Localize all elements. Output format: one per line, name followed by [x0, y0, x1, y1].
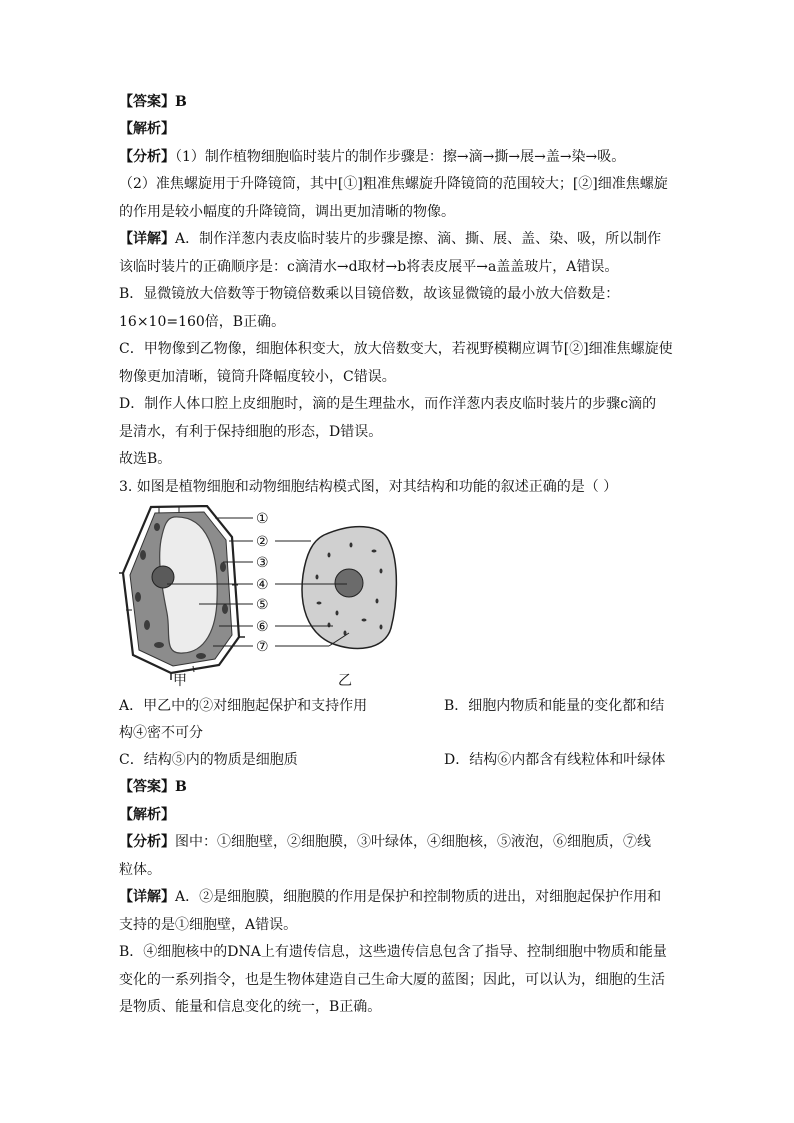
- chloroplast-icon: [154, 642, 164, 648]
- label-7: ⑦: [256, 639, 269, 655]
- chloroplast-icon: [220, 562, 226, 572]
- mitochondrion-icon: [380, 625, 383, 630]
- q2-option-d-text1: D．制作人体口腔上皮细胞时，滴的是生理盐水，而作洋葱内表皮临时装片的步骤c滴的: [119, 396, 657, 412]
- mitochondrion-icon: [376, 599, 379, 604]
- plant-nucleus: [152, 566, 174, 588]
- q3-option-a-text1: A．②是细胞膜，细胞膜的作用是保护和控制物质的进出，对细胞起保护作用和: [175, 889, 662, 905]
- q3-fenxi-line2: 粒体。: [119, 862, 161, 878]
- q2-fenxi-line1: [119, 147, 625, 167]
- q2-option-b-text2: 16×10=160倍，B正确。: [119, 314, 286, 330]
- mitochondrion-icon: [317, 602, 322, 605]
- label-2: ②: [256, 534, 269, 550]
- mitochondrion-icon: [336, 611, 339, 616]
- q2-fenxi-tag: 【分析】: [119, 149, 175, 165]
- q3-option-c: C．结构⑤内的物质是细胞质: [119, 752, 298, 768]
- animal-cell: [302, 527, 396, 649]
- label-6: ⑥: [256, 619, 269, 635]
- q2-conclusion: 故选B。: [119, 451, 172, 467]
- q3-option-b-text2: 变化的一系列指令，也是生物体建造自己生命大厦的蓝图；因此，可以认为，细胞的生活: [119, 972, 665, 988]
- q3-option-b-text3: 是物质、能量和信息变化的统一，B正确。: [119, 999, 382, 1015]
- q3-option-a-text2: 支持的是①细胞壁，A错误。: [119, 917, 298, 933]
- chloroplast-icon: [144, 620, 150, 630]
- cell-diagram: [119, 505, 499, 690]
- cell-diagram-svg: [119, 505, 499, 690]
- label-5: ⑤: [256, 597, 269, 613]
- animal-nucleus: [335, 569, 363, 597]
- mitochondrion-icon: [380, 569, 383, 574]
- q3-xiangjie-tag: 【详解】: [119, 889, 175, 905]
- caption-plant: 甲: [173, 673, 187, 689]
- mitochondrion-icon: [328, 623, 331, 628]
- mitochondrion-icon: [372, 550, 377, 553]
- q3-xiangjie-line1: [119, 887, 661, 907]
- q3-fenxi-tag: 【分析】: [119, 834, 175, 850]
- q2-fenxi-text1: （1）制作植物细胞临时装片的制作步骤是：擦→滴→撕→展→盖→染→吸。: [175, 149, 626, 165]
- mitochondrion-icon: [350, 543, 353, 548]
- q3-option-b-line2: 构④密不可分: [119, 725, 203, 741]
- q2-option-d-text2: 是清水，有利于保持细胞的形态，D错误。: [119, 424, 383, 440]
- figure-labels: [256, 511, 269, 655]
- q2-xiangjie-tag: 【详解】: [119, 231, 175, 247]
- caption-animal: 乙: [338, 673, 352, 689]
- q2-option-b-text1: B．显微镜放大倍数等于物镜倍数乘以目镜倍数，故该显微镜的最小放大倍数是：: [119, 286, 620, 302]
- chloroplast-icon: [135, 592, 141, 602]
- mitochondrion-icon: [362, 619, 367, 622]
- label-4: ④: [256, 577, 269, 593]
- chloroplast-icon: [196, 653, 206, 659]
- label-1: ①: [256, 511, 269, 527]
- q2-answer: 【答案】B: [119, 94, 187, 110]
- q3-option-b-text1: B．④细胞核中的DNA上有遗传信息，这些遗传信息包含了指导、控制细胞中物质和能量: [119, 944, 667, 960]
- q3-answer: 【答案】B: [119, 779, 187, 795]
- chloroplast-icon: [154, 523, 160, 531]
- q2-option-c-text1: C．甲物像到乙物像，细胞体积变大，放大倍数变大，若视野模糊应调节[②]细准焦螺旋使: [119, 341, 673, 357]
- q2-fenxi-line3: 的作用是较小幅度的升降镜筒，调出更加清晰的物像。: [119, 204, 455, 220]
- q2-option-c-text2: 物像更加清晰，镜筒升降幅度较小，C错误。: [119, 369, 396, 385]
- q3-option-d: D．结构⑥内都含有线粒体和叶绿体: [444, 752, 666, 768]
- q3-stem: 3. 如图是植物细胞和动物细胞结构模式图，对其结构和功能的叙述正确的是（ ）: [119, 479, 618, 495]
- chloroplast-icon: [140, 550, 146, 560]
- q2-option-a-text1: A．制作洋葱内表皮临时装片的步骤是擦、滴、撕、展、盖、染、吸，所以制作: [175, 231, 662, 247]
- mitochondrion-icon: [328, 553, 331, 558]
- q3-analysis-heading: 【解析】: [119, 807, 175, 823]
- q2-option-a-text2: 该临时装片的正确顺序是：c滴清水→d取材→b将表皮展平→a盖盖玻片，A错误。: [119, 259, 619, 275]
- q2-analysis-heading: 【解析】: [119, 121, 175, 137]
- label-3: ③: [256, 555, 269, 571]
- q3-option-b-line1: B．细胞内物质和能量的变化都和结: [444, 698, 665, 714]
- chloroplast-icon: [222, 604, 228, 614]
- plant-cell: [119, 506, 245, 680]
- mitochondrion-icon: [316, 575, 319, 580]
- q3-option-a: A．甲乙中的②对细胞起保护和支持作用: [119, 698, 368, 714]
- q2-fenxi-line2: （2）准焦螺旋用于升降镜筒，其中[①]粗准焦螺旋升降镜筒的范围较大；[②]细准焦螺旋: [119, 176, 668, 192]
- q2-xiangjie-line1: [119, 229, 661, 249]
- q3-fenxi-line1: [119, 832, 651, 852]
- q3-fenxi-text1: 图中：①细胞壁，②细胞膜，③叶绿体，④细胞核，⑤液泡，⑥细胞质，⑦线: [175, 834, 651, 850]
